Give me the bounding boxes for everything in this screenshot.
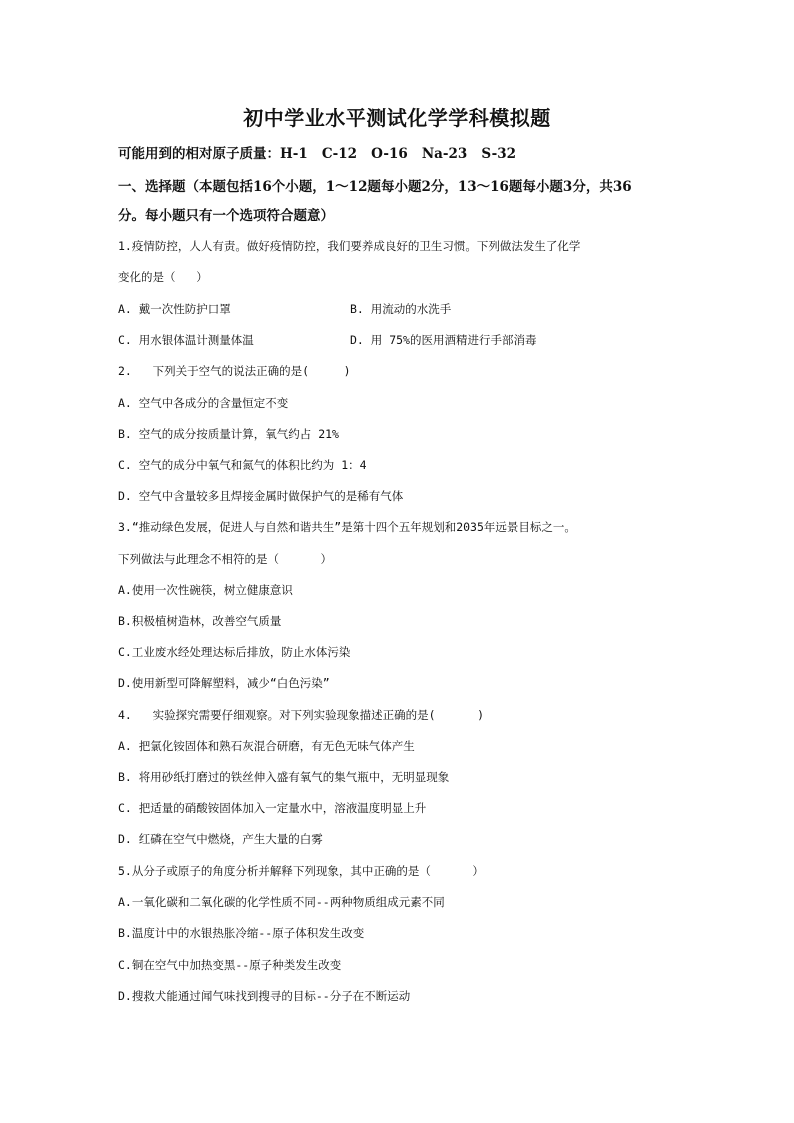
question-1-option-c: C. 用水银体温计测量体温: [118, 333, 254, 347]
question-5-option-a: A.一氧化碳和二氧化碳的化学性质不同--两种物质组成元素不同: [118, 895, 445, 909]
question-2-option-b: B. 空气的成分按质量计算，氧气约占 21%: [118, 427, 339, 441]
question-3-stem-line-2: 下列做法与此理念不相符的是（ ）: [118, 552, 333, 566]
question-5-option-d: D.搜救犬能通过闻气味找到搜寻的目标--分子在不断运动: [118, 989, 411, 1003]
question-2-option-a: A. 空气中各成分的含量恒定不变: [118, 396, 289, 410]
relative-atomic-masses: 可能用到的相对原子质量：H-1 C-12 O-16 Na-23 S-32: [118, 146, 517, 162]
question-3-option-a: A.使用一次性碗筷，树立健康意识: [118, 583, 293, 597]
question-3-option-c: C.工业废水经处理达标后排放，防止水体污染: [118, 645, 351, 659]
section-heading-line-2: 分。每小题只有一个选项符合题意）: [118, 208, 334, 224]
question-2-option-c: C. 空气的成分中氧气和氮气的体积比约为 1：4: [118, 458, 367, 472]
section-heading-line-1: 一、选择题（本题包括16个小题，1～12题每小题2分，13～16题每小题3分，共36: [118, 179, 632, 195]
question-5-option-b: B.温度计中的水银热胀冷缩--原子体积发生改变: [118, 926, 365, 940]
question-2-stem: 2. 下列关于空气的说法正确的是( ): [118, 364, 351, 378]
question-4-option-b: B. 将用砂纸打磨过的铁丝伸入盛有氧气的集气瓶中，无明显现象: [118, 770, 450, 784]
question-3-option-b: B.积极植树造林，改善空气质量: [118, 614, 282, 628]
question-4-option-c: C. 把适量的硝酸铵固体加入一定量水中，溶液温度明显上升: [118, 801, 427, 815]
question-1-option-b: B. 用流动的水洗手: [350, 302, 452, 316]
question-5-option-c: C.铜在空气中加热变黑--原子种类发生改变: [118, 958, 342, 972]
question-1-stem-line-2: 变化的是（ ）: [118, 270, 208, 284]
question-4-option-d: D. 红磷在空气中燃烧，产生大量的白雾: [118, 832, 323, 846]
question-2-option-d: D. 空气中含量较多且焊接金属时做保护气的是稀有气体: [118, 489, 404, 503]
page-title: 初中学业水平测试化学学科模拟题: [243, 106, 551, 130]
question-4-option-a: A. 把氯化铵固体和熟石灰混合研磨，有无色无味气体产生: [118, 739, 415, 753]
question-1-option-d: D. 用 75%的医用酒精进行手部消毒: [350, 333, 537, 347]
question-4-stem: 4. 实验探究需要仔细观察。对下列实验现象描述正确的是( ): [118, 708, 485, 722]
question-1-option-a: A. 戴一次性防护口罩: [118, 302, 231, 316]
question-1-stem-line-1: 1.疫情防控，人人有责。做好疫情防控，我们要养成良好的卫生习惯。下列做法发生了化学: [118, 239, 581, 253]
question-3-option-d: D.使用新型可降解塑料，减少“白色污染”: [118, 676, 330, 690]
question-3-stem-line-1: 3.“推动绿色发展，促进人与自然和谐共生”是第十四个五年规划和2035年远景目标之一。: [118, 520, 576, 534]
question-5-stem: 5.从分子或原子的角度分析并解释下列现象，其中正确的是（ ）: [118, 864, 484, 878]
